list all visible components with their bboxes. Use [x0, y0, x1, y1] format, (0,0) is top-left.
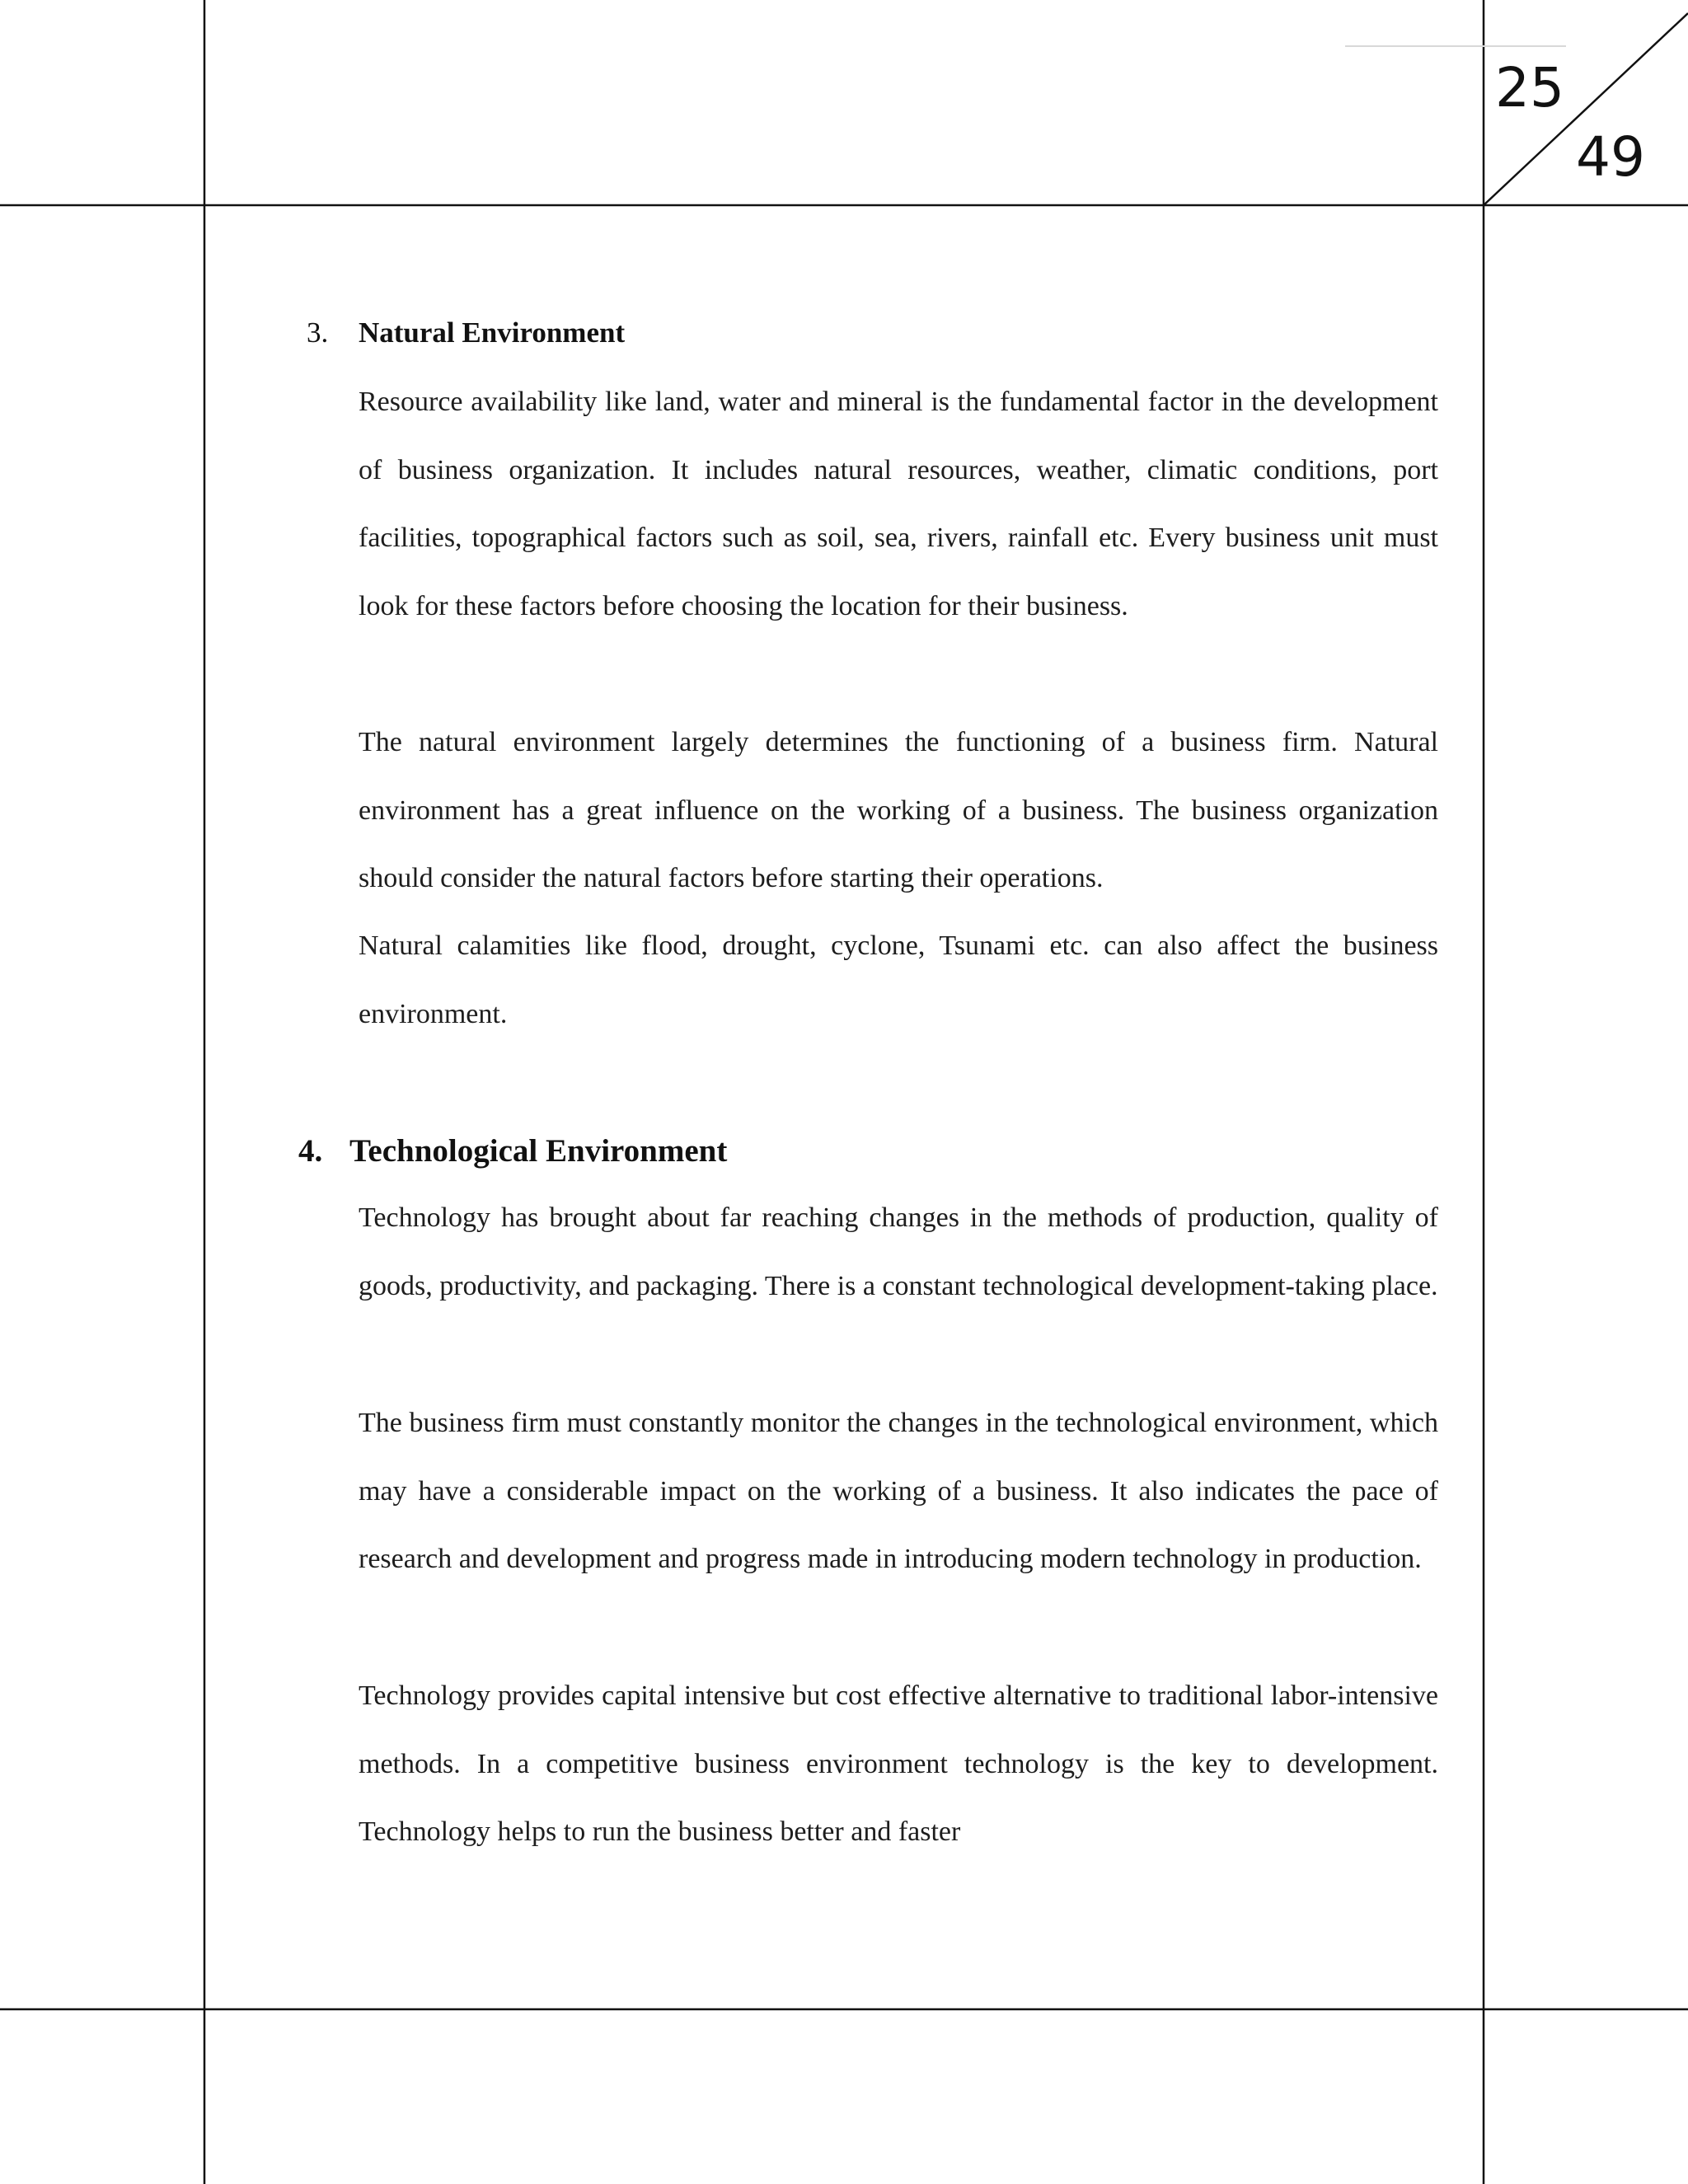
page-number-total: 49 [1576, 125, 1645, 189]
section-heading-natural-environment [307, 316, 625, 349]
paragraph: The business firm must constantly monitor the changes in the technological environment, which may have a considerable impact on the working of a business. It also indicates the pace of research and development and progress made in introducing modern technology in production. [359, 1408, 1438, 1575]
paragraph: Resource availability like land, water and mineral is the fundamental factor in the development of business organization. It includes natural resources, weather, climatic conditions, port facilities, topographical factors such as soil, sea, rivers, rainfall etc. Every business unit must look for these factors before choosing the location for their business. [359, 387, 1438, 621]
paragraph: Technology has brought about far reaching changes in the methods of production, quality of goods, productivity, and packaging. There is a constant technological development-taking place. [359, 1202, 1438, 1301]
section-title: Technological Environment [349, 1133, 728, 1169]
section-heading-technological-environment [298, 1132, 727, 1169]
page-number-current: 25 [1495, 56, 1564, 120]
section-title: Natural Environment [359, 316, 626, 349]
paragraph: Natural calamities like flood, drought, cyclone, Tsunami etc. can also affect the business environment. [359, 930, 1438, 1029]
paragraph: The natural environment largely determines the functioning of a business firm. Natural environment has a great influence on the working of a business. The business organization should consider the natural factors before starting their operations. [359, 727, 1438, 894]
paragraph: Technology provides capital intensive but cost effective alternative to traditional labor-intensive methods. In a competitive business environment technology is the key to development. Technology helps to run the business better and faster [359, 1680, 1438, 1848]
section-number: 3. [307, 316, 329, 349]
section-number: 4. [298, 1133, 323, 1169]
